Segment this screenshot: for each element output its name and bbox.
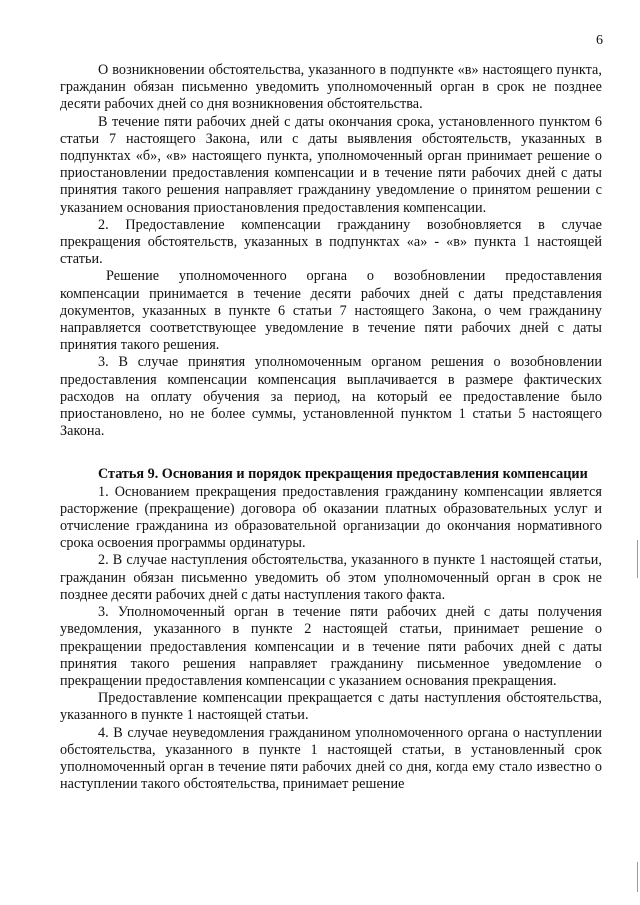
scan-edge-mark (637, 540, 638, 578)
paragraph-compensation-payment: 3. В случае принятия уполномоченным органом решения о возобновлении предоставления компенсации компенсация выплачивается в размере фактических расходов на оплату обучения за период, на который ее предоставление было приостановлено, но не более суммы, установленной пунктом 1 статьи 5 настоящего Закона. (60, 354, 602, 440)
page-number: 6 (596, 33, 603, 48)
document-body (60, 62, 602, 793)
paragraph-termination-grounds: 1. Основанием прекращения предоставления гражданину компенсации является расторжение (прекращение) договора об оказании платных образовательных услуг и отчисление гражданина из образовательной организации до окончания нормативного срока освоения программы ординатуры. (60, 483, 602, 552)
paragraph-suspension-decision: В течение пяти рабочих дней с даты окончания срока, установленного пунктом 6 статьи 7 настоящего Закона, или с даты выявления обстоятельств, указанных в подпунктах «б», «в» настоящего пункта, уполномоченный орган принимает решение о приостановлении предоставления компенсации и в течение пяти рабочих дней с даты принятия такого решения направляет гражданину уведомление о принятом решении с указанием основания приостановления предоставления компенсации. (60, 113, 602, 216)
paragraph-termination-decision: 3. Уполномоченный орган в течение пяти рабочих дней с даты получения уведомления, указанного в пункте 2 настоящей статьи, принимает решение о прекращении предоставления компенсации и в течение пяти рабочих дней с даты принятия такого решения направляет гражданину письменное уведомление о прекращении предоставления компенсации с указанием основания прекращения. (60, 604, 602, 689)
paragraph-resumption-decision: Решение уполномоченного органа о возобновлении предоставления компенсации принимается в течение десяти рабочих дней с даты представления документов, указанных в пункте 6 статьи 7 настоящего Закона, о чем гражданину направляется соответствующее уведомление в течение пяти рабочих дней с даты принятия такого решения. (60, 268, 602, 354)
paragraph-resumption: 2. Предоставление компенсации гражданину возобновляется в случае прекращения обстоятельств, указанных в подпунктах «а» - «в» пункта 1 настоящей статьи. (60, 216, 602, 268)
paragraph-non-notification: 4. В случае неуведомления гражданином уполномоченного органа о наступлении обстоятельства, указанного в пункте 1 настоящей статьи, в установленный срок уполномоченный орган в течение пяти рабочих дней со дня, когда ему стало известно о наступлении такого обстоятельства, принимает решение (60, 724, 602, 793)
article-heading: Статья 9. Основания и порядок прекращения предоставления компенсации (98, 466, 588, 483)
paragraph-termination-date: Предоставление компенсации прекращается с даты наступления обстоятельства, указанного в пункте 1 настоящей статьи. (60, 690, 602, 724)
paragraph-termination-notification: 2. В случае наступления обстоятельства, указанного в пункте 1 настоящей статьи, гражданин обязан письменно уведомить об этом уполномоченный орган в срок не позднее десяти рабочих дней с даты наступления такого факта. (60, 552, 602, 603)
scan-edge-mark (637, 862, 638, 892)
paragraph-notification-obligation: О возникновении обстоятельства, указанного в подпункте «в» настоящего пункта, гражданин обязан письменно уведомить уполномоченный орган в срок не позднее десяти рабочих дней со дня возникновения обстоятельства. (60, 62, 602, 113)
